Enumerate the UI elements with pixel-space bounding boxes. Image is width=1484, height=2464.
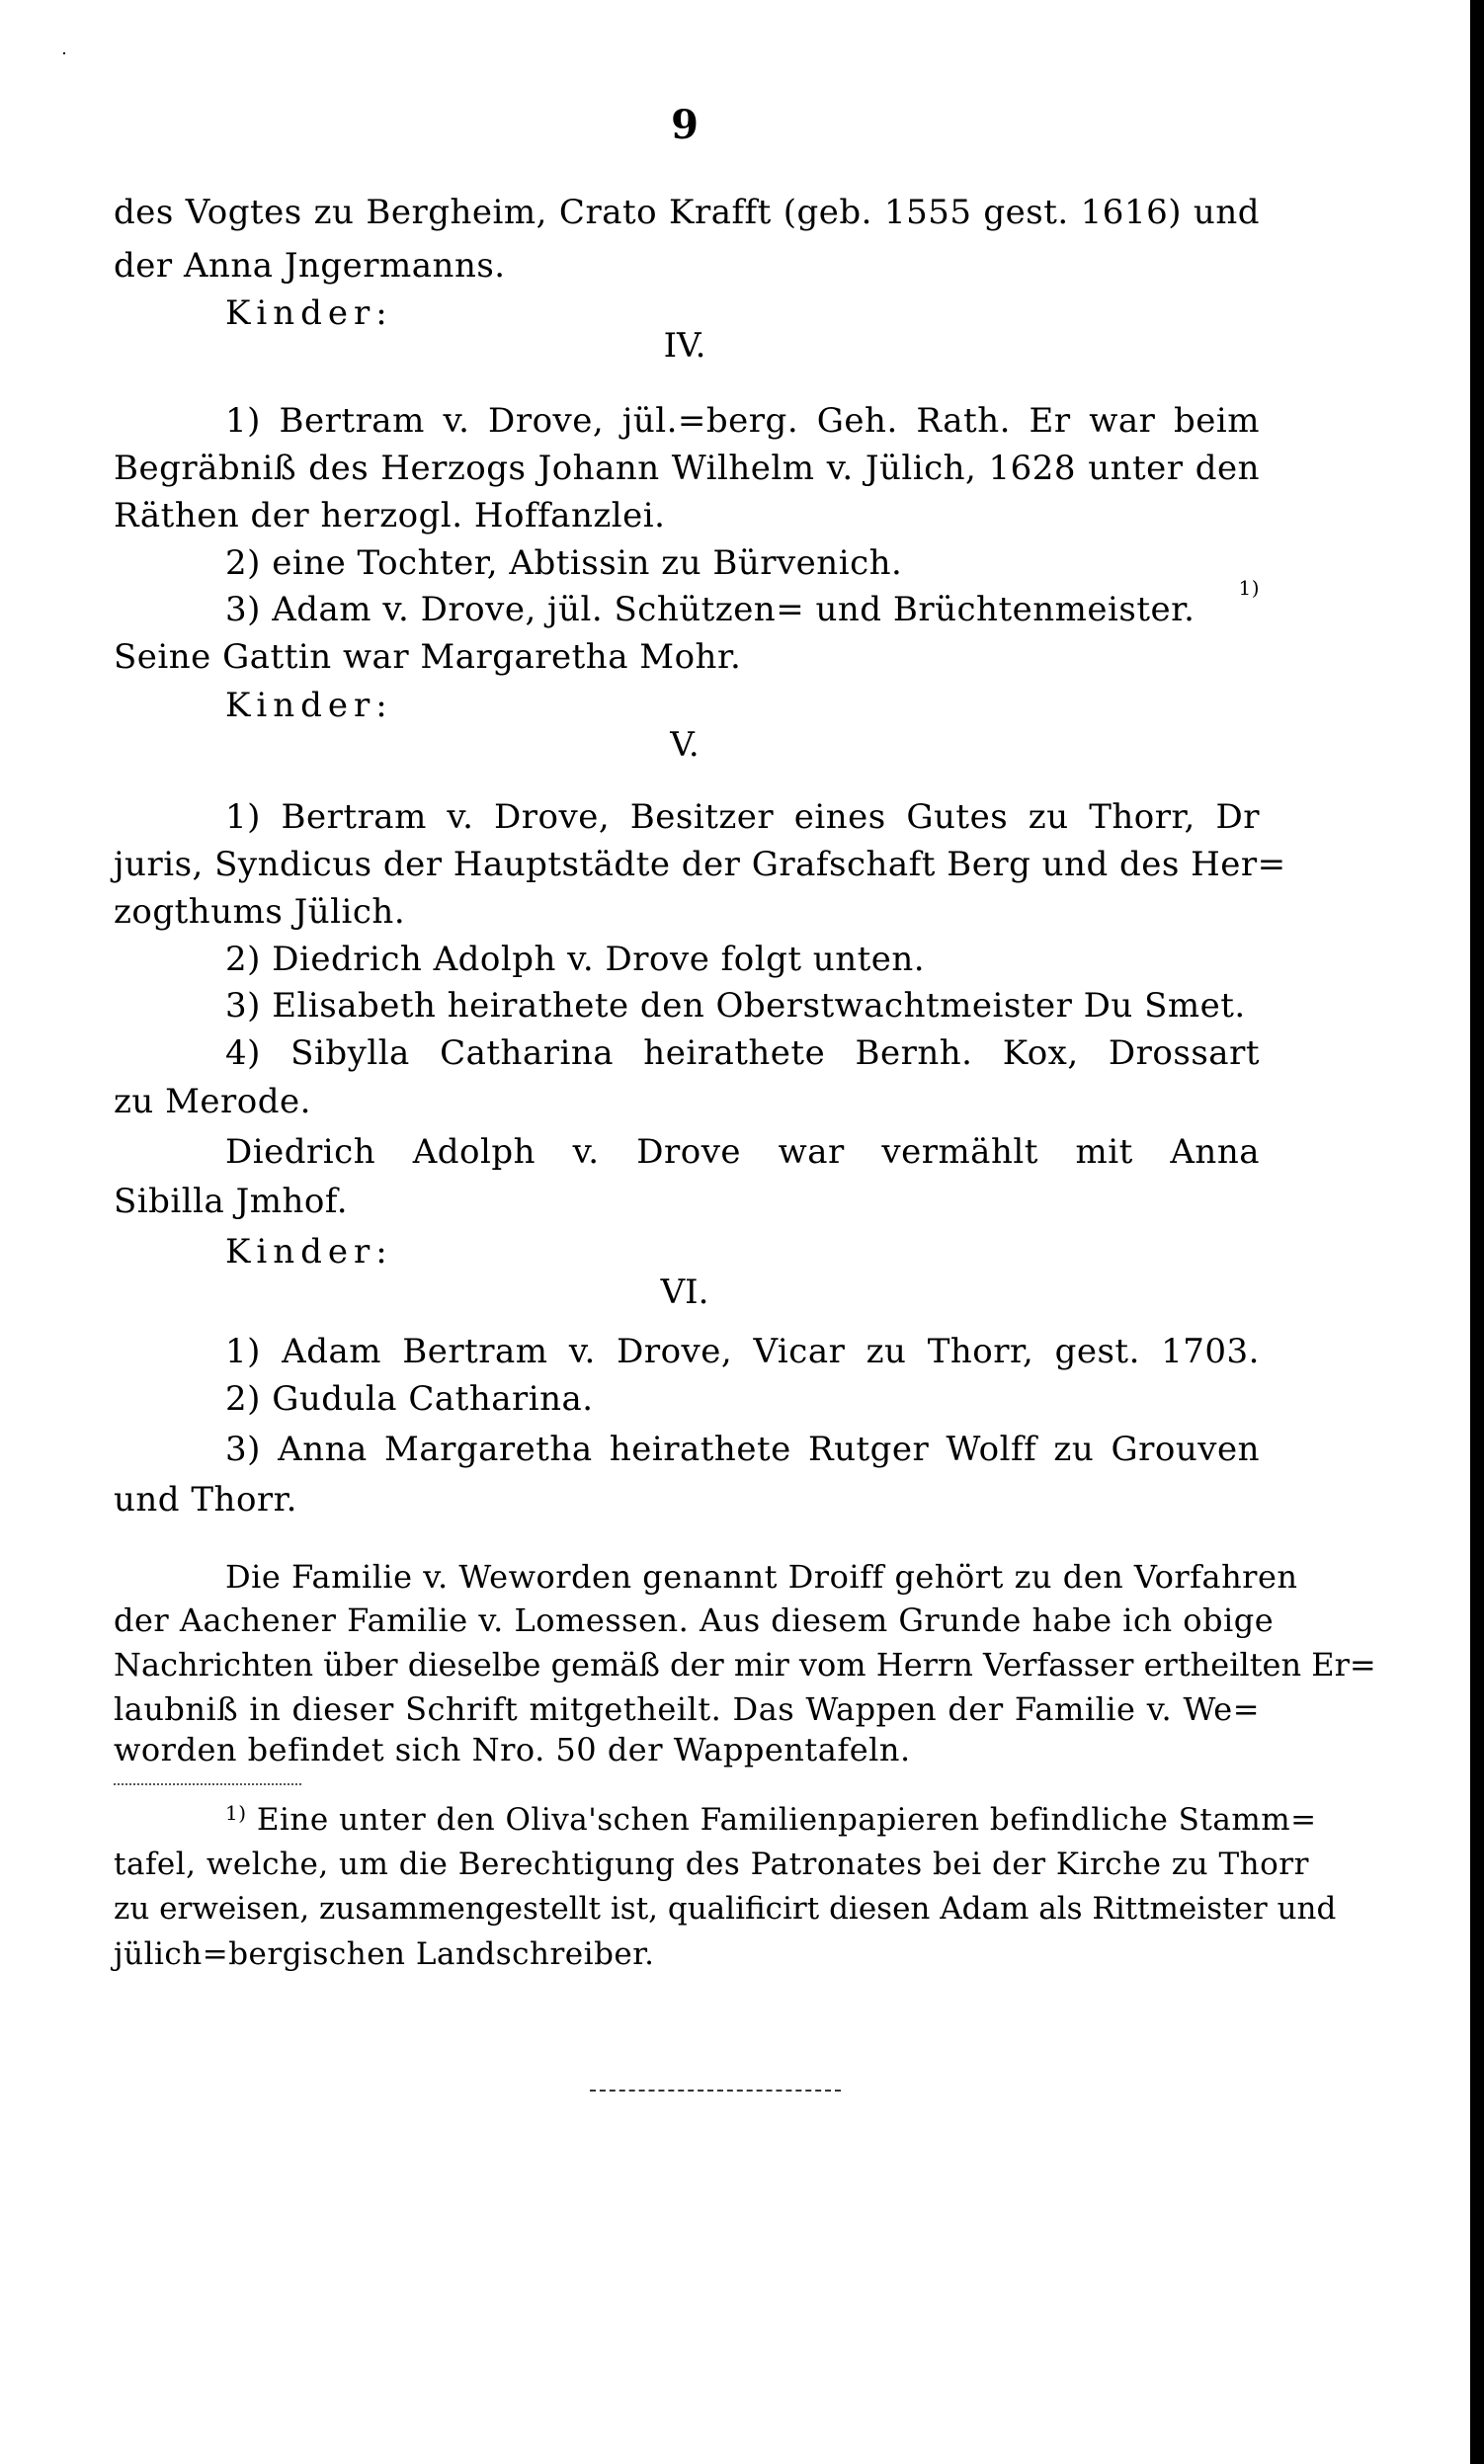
text-line: juris, Syndicus der Hauptstädte der Grafschaft Berg und des Her= <box>114 845 1286 884</box>
text-line: der Aachener Familie v. Lomessen. Aus diesem Grunde habe ich obige <box>114 1602 1275 1639</box>
list-item: 2) eine Tochter, Abtissin zu Bürvenich. <box>225 543 903 583</box>
text-line: Seine Gattin war Margaretha Mohr. <box>114 637 742 677</box>
list-item: 1) Bertram v. Drove, Besitzer eines Gutes zu Thorr, Dr <box>225 797 1260 837</box>
text-line: zu Merode. <box>114 1082 311 1121</box>
generation-numeral: VI. <box>660 1273 709 1312</box>
text-line: Sibilla Jmhof. <box>114 1182 349 1221</box>
text-line: zogthums Jülich. <box>114 892 406 932</box>
text-line: Nachrichten über dieselbe gemäß der mir vom Herrn Verfasser ertheilten Er= <box>114 1646 1376 1684</box>
list-item <box>225 576 1260 631</box>
text-line: Die Familie v. Weworden genannt Droiff gehört zu den Vorfahren <box>225 1558 1298 1596</box>
footnote-line: tafel, welche, um die Berechtigung des Patronates bei der Kirche zu Thorr <box>114 1847 1309 1882</box>
text-line: der Anna Jngermanns. <box>114 246 506 286</box>
list-item: 1) Adam Bertram v. Drove, Vicar zu Thorr, gest. 1703. <box>225 1332 1260 1371</box>
list-item-text: 3) Adam v. Drove, jül. Schützen= und Brüchtenmeister. <box>225 590 1195 629</box>
list-item: 3) Anna Margaretha heirathete Rutger Wolff zu Grouven <box>225 1430 1260 1469</box>
footnote-line: zu erweisen, zusammengestellt ist, qualificirt diesen Adam als Rittmeister und <box>114 1891 1337 1927</box>
generation-numeral: V. <box>670 725 700 765</box>
footnote-line <box>225 1799 1317 1841</box>
text-line: Diedrich Adolph v. Drove war vermählt mit Anna <box>225 1132 1260 1172</box>
text-line: laubniß in dieser Schrift mitgetheilt. Das Wappen der Familie v. We= <box>114 1690 1260 1728</box>
text-line: des Vogtes zu Bergheim, Crato Krafft (geb. 1555 gest. 1616) und <box>114 193 1260 232</box>
text-line: Begräbniß des Herzogs Johann Wilhelm v. Jülich, 1628 unter den <box>114 449 1260 488</box>
footnote-separator <box>114 1783 301 1785</box>
section-heading-kinder: Kinder: <box>225 686 393 725</box>
text-line: und Thorr. <box>114 1480 297 1519</box>
section-heading-kinder: Kinder: <box>225 293 393 333</box>
text-line: worden befindet sich Nro. 50 der Wappentafeln. <box>114 1731 911 1768</box>
text-line: Räthen der herzogl. Hoffanzlei. <box>114 496 666 535</box>
footnote-text: Eine unter den Oliva'schen Familienpapieren befindliche Stamm= <box>256 1802 1317 1838</box>
list-item: 1) Bertram v. Drove, jül.=berg. Geh. Rath. Er war beim <box>225 401 1260 441</box>
footnote-marker: 1) <box>225 1801 247 1825</box>
footnote-ref[interactable]: 1) <box>1238 576 1260 600</box>
generation-numeral: IV. <box>663 326 706 366</box>
list-item: 3) Elisabeth heirathete den Oberstwachtmeister Du Smet. <box>225 986 1246 1026</box>
list-item: 2) Diedrich Adolph v. Drove folgt unten. <box>225 940 926 979</box>
footnote-line: jülich=bergischen Landschreiber. <box>114 1936 655 1972</box>
section-heading-kinder: Kinder: <box>225 1232 393 1272</box>
list-item: 2) Gudula Catharina. <box>225 1379 594 1419</box>
list-item: 4) Sibylla Catharina heirathete Bernh. Kox, Drossart <box>225 1033 1260 1073</box>
page-number: 9 <box>671 102 699 148</box>
scan-speck <box>63 52 65 54</box>
scan-edge-shadow <box>1470 0 1484 2464</box>
decorative-rule <box>590 2090 841 2092</box>
